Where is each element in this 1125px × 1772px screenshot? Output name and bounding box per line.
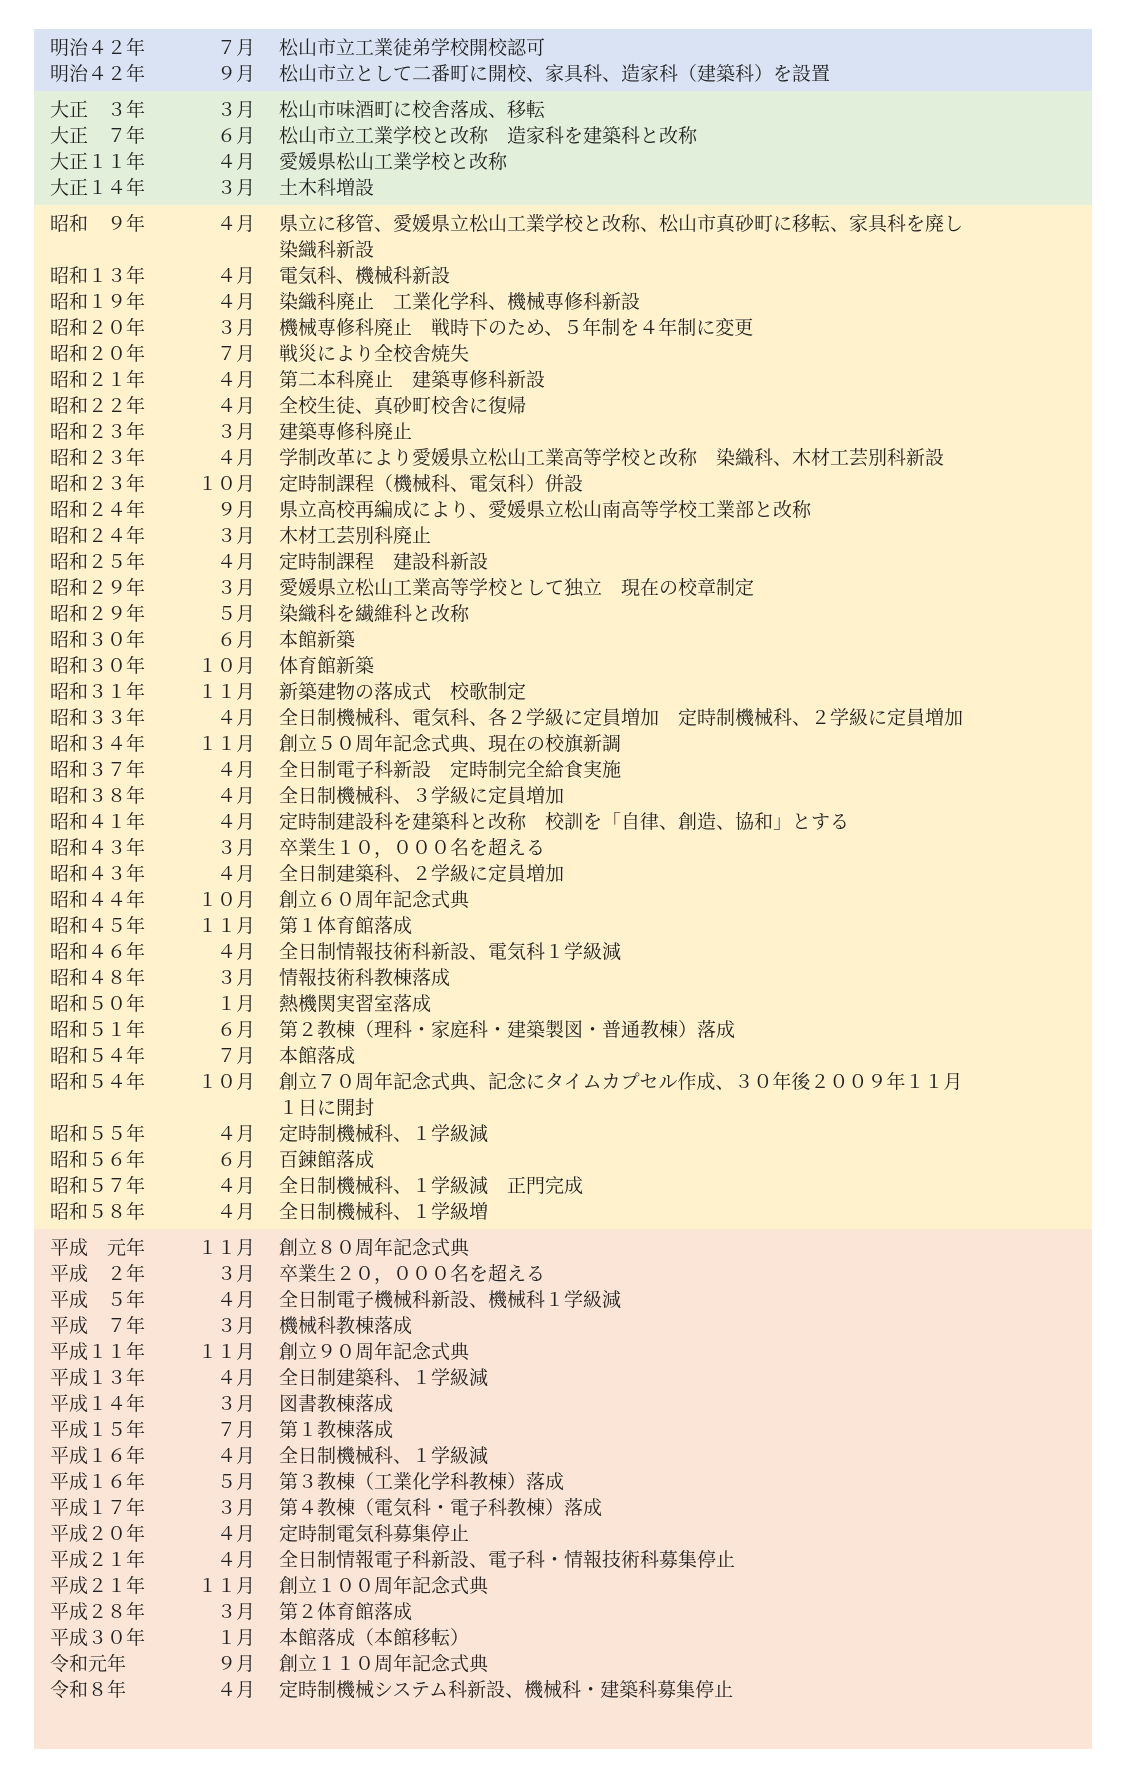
- timeline-month: ３月: [216, 1263, 255, 1285]
- timeline-event: 定時制建設科を建築科と改称 校訓を「自律、創造、協和」とする: [279, 811, 850, 833]
- timeline-event: 染織科廃止 工業化学科、機械専修科新設: [279, 291, 641, 313]
- timeline-year: 昭和２３年: [50, 447, 146, 469]
- timeline-event: 定時制機械科、１学級減: [279, 1123, 489, 1145]
- timeline-year: 令和８年: [50, 1679, 127, 1701]
- timeline-row: [34, 149, 1092, 175]
- timeline-row: [34, 887, 1092, 913]
- timeline-row: [34, 1625, 1092, 1651]
- timeline-row: [34, 367, 1092, 393]
- timeline-month: ５月: [216, 1471, 255, 1493]
- timeline-year: 昭和５１年: [50, 1019, 146, 1041]
- timeline-month: ４月: [216, 1367, 255, 1389]
- timeline-row: [34, 1391, 1092, 1417]
- timeline-row: [34, 1599, 1092, 1625]
- timeline-event: 第１体育館落成: [279, 915, 413, 937]
- timeline-year: 平成１７年: [50, 1497, 146, 1519]
- timeline-event: 卒業生２０，０００名を超える: [279, 1263, 546, 1285]
- timeline-event: 全校生徒、真砂町校舎に復帰: [279, 395, 527, 417]
- timeline-event: 創立１００周年記念式典: [279, 1575, 489, 1597]
- timeline-row: [34, 861, 1092, 887]
- timeline-row: [34, 341, 1092, 367]
- timeline-month: ７月: [216, 37, 255, 59]
- timeline-year: 昭和２４年: [50, 499, 146, 521]
- timeline-row: [34, 679, 1092, 705]
- timeline-event: 全日制電子機械科新設、機械科１学級減: [279, 1289, 622, 1311]
- timeline-event: 創立８０周年記念式典: [279, 1237, 470, 1259]
- timeline-month: ４月: [216, 863, 255, 885]
- timeline-year: 平成 ２年: [50, 1263, 146, 1285]
- timeline-year: 昭和４４年: [50, 889, 146, 911]
- timeline-year: 昭和４８年: [50, 967, 146, 989]
- timeline-event: 全日制機械科、電気科、各２学級に定員増加 定時制機械科、２学級に定員増加: [279, 707, 964, 729]
- timeline-event: 熱機関実習室落成: [279, 993, 432, 1015]
- timeline-event: 建築専修科廃止: [279, 421, 413, 443]
- timeline-event: 百錬館落成: [279, 1149, 375, 1171]
- timeline-event: 機械専修科廃止 戦時下のため、５年制を４年制に変更: [279, 317, 754, 339]
- timeline-month: ４月: [216, 395, 255, 417]
- timeline-event: 松山市立工業学校と改称 造家科を建築科と改称: [279, 125, 698, 147]
- timeline-event: 全日制情報電子科新設、電子科・情報技術科募集停止: [279, 1549, 736, 1571]
- timeline-event: 創立６０周年記念式典: [279, 889, 470, 911]
- timeline-year: 昭和２５年: [50, 551, 146, 573]
- timeline-month: ７月: [216, 343, 255, 365]
- timeline-row: [34, 97, 1092, 123]
- timeline-event: 愛媛県立松山工業高等学校として独立 現在の校章制定: [279, 577, 755, 599]
- timeline-row: [34, 211, 1092, 263]
- timeline-event: 松山市立として二番町に開校、家具科、造家科（建築科）を設置: [279, 63, 831, 85]
- timeline-month: ６月: [216, 1149, 255, 1171]
- timeline-year: 平成１１年: [50, 1341, 146, 1363]
- timeline-row: [34, 575, 1092, 601]
- timeline-year: 昭和１３年: [50, 265, 146, 287]
- timeline-row: [34, 61, 1092, 87]
- timeline-event: 体育館新築: [279, 655, 375, 677]
- timeline-year: 昭和４５年: [50, 915, 146, 937]
- timeline-year: 大正１４年: [50, 177, 146, 199]
- timeline-month: ４月: [216, 1123, 255, 1145]
- timeline-row: [34, 549, 1092, 575]
- timeline-row: [34, 175, 1092, 201]
- timeline-event: 全日制情報技術科新設、電気科１学級減: [279, 941, 622, 963]
- timeline-month: ４月: [216, 941, 255, 963]
- timeline-row: [34, 835, 1092, 861]
- timeline-row: [34, 1443, 1092, 1469]
- timeline-row: [34, 1147, 1092, 1173]
- timeline-row: [34, 653, 1092, 679]
- timeline-row: [34, 393, 1092, 419]
- timeline-row: [34, 1173, 1092, 1199]
- timeline-month: ３月: [216, 1497, 255, 1519]
- timeline-year: 平成２８年: [50, 1601, 146, 1623]
- timeline-year: 平成１３年: [50, 1367, 146, 1389]
- timeline-event: 創立９０周年記念式典: [279, 1341, 470, 1363]
- timeline-month: ６月: [216, 629, 255, 651]
- timeline-month: ３月: [216, 967, 255, 989]
- timeline-event: 松山市立工業徒弟学校開校認可: [279, 37, 546, 59]
- timeline-row: [34, 1339, 1092, 1365]
- timeline-month: １０月: [197, 1071, 255, 1093]
- timeline-row: [34, 939, 1092, 965]
- timeline-row: [34, 1417, 1092, 1443]
- timeline-year: 昭和５７年: [50, 1175, 146, 1197]
- timeline-year: 令和元年: [50, 1653, 127, 1675]
- timeline-month: ３月: [216, 317, 255, 339]
- timeline-year: 大正 ７年: [50, 125, 146, 147]
- timeline-month: ５月: [216, 603, 255, 625]
- timeline-month: ４月: [216, 811, 255, 833]
- timeline-year: 昭和２３年: [50, 421, 146, 443]
- timeline-year: 昭和５０年: [50, 993, 146, 1015]
- timeline-year: 昭和５８年: [50, 1201, 146, 1223]
- timeline-row: [34, 705, 1092, 731]
- timeline-month: １１月: [197, 1341, 255, 1363]
- timeline-row: [34, 965, 1092, 991]
- timeline-row: [34, 757, 1092, 783]
- era-section-showa: [34, 205, 1092, 1229]
- timeline-row: [34, 809, 1092, 835]
- timeline-year: 昭和３４年: [50, 733, 146, 755]
- timeline-row: [34, 783, 1092, 809]
- timeline-month: ３月: [216, 525, 255, 547]
- timeline-month: ４月: [216, 291, 255, 313]
- timeline-event: 電気科、機械科新設: [279, 265, 451, 287]
- timeline-year: 平成 ７年: [50, 1315, 146, 1337]
- timeline-event: 染織科を繊維科と改称: [279, 603, 470, 625]
- timeline-event: 松山市味酒町に校舎落成、移転: [279, 99, 546, 121]
- timeline-year: 明治４２年: [50, 63, 146, 85]
- timeline-year: 明治４２年: [50, 37, 146, 59]
- timeline-year: 平成１４年: [50, 1393, 146, 1415]
- era-section-taisho: [34, 91, 1092, 205]
- timeline-row: [34, 1121, 1092, 1147]
- timeline-row: [34, 497, 1092, 523]
- timeline-month: ３月: [216, 99, 255, 121]
- timeline-month: ４月: [216, 707, 255, 729]
- timeline-event: 全日制建築科、１学級減: [279, 1367, 489, 1389]
- timeline-month: １１月: [197, 733, 255, 755]
- timeline-row: [34, 1547, 1092, 1573]
- timeline-month: ３月: [216, 1601, 255, 1623]
- timeline-row: [34, 1365, 1092, 1391]
- timeline-event: 第３教棟（工業化学科教棟）落成: [279, 1471, 565, 1493]
- timeline-event: 本館新築: [279, 629, 356, 651]
- timeline-row: [34, 913, 1092, 939]
- timeline-year: 平成１６年: [50, 1445, 146, 1467]
- timeline-row: [34, 289, 1092, 315]
- timeline-row: [34, 1573, 1092, 1599]
- timeline-month: ４月: [216, 1201, 255, 1223]
- timeline-month: １１月: [197, 1575, 255, 1597]
- timeline-event: 土木科増設: [279, 177, 375, 199]
- school-history-timeline: [34, 29, 1092, 1749]
- timeline-event: 卒業生１０，０００名を超える: [279, 837, 546, 859]
- timeline-row: [34, 1199, 1092, 1225]
- timeline-event: 木材工芸別科廃止: [279, 525, 432, 547]
- timeline-row: [34, 1495, 1092, 1521]
- timeline-event: 学制改革により愛媛県立松山工業高等学校と改称 染織科、木材工芸別科新設: [279, 447, 945, 469]
- timeline-year: 昭和２９年: [50, 603, 146, 625]
- timeline-month: ９月: [216, 499, 255, 521]
- timeline-year: 昭和２４年: [50, 525, 146, 547]
- timeline-year: 昭和３３年: [50, 707, 146, 729]
- timeline-month: １１月: [197, 681, 255, 703]
- timeline-row: [34, 1651, 1092, 1677]
- timeline-event: 新築建物の落成式 校歌制定: [279, 681, 527, 703]
- timeline-month: ４月: [216, 213, 255, 235]
- timeline-year: 昭和４６年: [50, 941, 146, 963]
- timeline-year: 昭和４３年: [50, 863, 146, 885]
- timeline-month: ６月: [216, 1019, 255, 1041]
- timeline-year: 昭和２３年: [50, 473, 146, 495]
- timeline-year: 昭和１９年: [50, 291, 146, 313]
- timeline-row: [34, 991, 1092, 1017]
- timeline-event: 全日制機械科、１学級減: [279, 1445, 489, 1467]
- timeline-event: 県立高校再編成により、愛媛県立松山南高等学校工業部と改称: [279, 499, 812, 521]
- timeline-event: 県立に移管、愛媛県立松山工業学校と改称、松山市真砂町に移転、家具科を廃し 染織科新設: [279, 213, 964, 261]
- timeline-event: 全日制機械科、１学級増: [279, 1201, 489, 1223]
- timeline-row: [34, 1469, 1092, 1495]
- timeline-month: ４月: [216, 1289, 255, 1311]
- timeline-year: 昭和３７年: [50, 759, 146, 781]
- timeline-event: 第１教棟落成: [279, 1419, 394, 1441]
- timeline-event: 定時制電気科募集停止: [279, 1523, 470, 1545]
- timeline-year: 昭和２０年: [50, 317, 146, 339]
- timeline-month: ４月: [216, 1523, 255, 1545]
- timeline-event: 全日制建築科、２学級に定員増加: [279, 863, 565, 885]
- timeline-year: 平成 ５年: [50, 1289, 146, 1311]
- timeline-row: [34, 123, 1092, 149]
- timeline-event: 第２教棟（理科・家庭科・建築製図・普通教棟）落成: [279, 1019, 736, 1041]
- timeline-month: ９月: [216, 63, 255, 85]
- timeline-month: １０月: [197, 473, 255, 495]
- timeline-month: １月: [216, 1627, 255, 1649]
- timeline-month: ３月: [216, 577, 255, 599]
- timeline-year: 平成２０年: [50, 1523, 146, 1545]
- timeline-event: 創立７０周年記念式典、記念にタイムカプセル作成、３０年後２００９年１１月 １日に開封: [279, 1071, 963, 1119]
- timeline-month: ７月: [216, 1419, 255, 1441]
- timeline-month: ４月: [216, 1445, 255, 1467]
- timeline-year: 平成２１年: [50, 1575, 146, 1597]
- timeline-month: ４月: [216, 551, 255, 573]
- timeline-month: ３月: [216, 421, 255, 443]
- timeline-event: 第２体育館落成: [279, 1601, 413, 1623]
- timeline-year: 昭和２２年: [50, 395, 146, 417]
- timeline-month: １１月: [197, 915, 255, 937]
- timeline-event: 第二本科廃止 建築専修科新設: [279, 369, 546, 391]
- timeline-year: 昭和 ９年: [50, 213, 146, 235]
- timeline-year: 昭和５５年: [50, 1123, 146, 1145]
- timeline-month: ３月: [216, 177, 255, 199]
- timeline-year: 大正１１年: [50, 151, 146, 173]
- timeline-row: [34, 445, 1092, 471]
- timeline-month: ９月: [216, 1653, 255, 1675]
- timeline-event: 戦災により全校舎焼失: [279, 343, 470, 365]
- timeline-row: [34, 315, 1092, 341]
- timeline-month: ６月: [216, 125, 255, 147]
- timeline-year: 昭和５４年: [50, 1071, 146, 1093]
- timeline-row: [34, 1017, 1092, 1043]
- timeline-row: [34, 1287, 1092, 1313]
- timeline-month: ７月: [216, 1045, 255, 1067]
- timeline-row: [34, 419, 1092, 445]
- timeline-event: 創立５０周年記念式典、現在の校旗新調: [279, 733, 622, 755]
- timeline-year: 昭和４３年: [50, 837, 146, 859]
- timeline-row: [34, 731, 1092, 757]
- timeline-row: [34, 1521, 1092, 1547]
- timeline-row: [34, 1261, 1092, 1287]
- timeline-event: 創立１１０周年記念式典: [279, 1653, 489, 1675]
- timeline-month: ４月: [216, 785, 255, 807]
- timeline-event: 定時制機械システム科新設、機械科・建築科募集停止: [279, 1679, 734, 1701]
- timeline-year: 平成３０年: [50, 1627, 146, 1649]
- timeline-row: [34, 1069, 1092, 1121]
- timeline-year: 大正 ３年: [50, 99, 146, 121]
- timeline-month: ３月: [216, 1393, 255, 1415]
- timeline-event: 定時制課程 建設科新設: [279, 551, 489, 573]
- timeline-month: １０月: [197, 889, 255, 911]
- timeline-year: 昭和３０年: [50, 629, 146, 651]
- timeline-row: [34, 1313, 1092, 1339]
- timeline-year: 昭和２１年: [50, 369, 146, 391]
- timeline-year: 昭和２９年: [50, 577, 146, 599]
- timeline-month: ４月: [216, 369, 255, 391]
- timeline-row: [34, 263, 1092, 289]
- timeline-event: 本館落成（本館移転）: [279, 1627, 470, 1649]
- timeline-event: 情報技術科教棟落成: [279, 967, 451, 989]
- timeline-month: １１月: [197, 1237, 255, 1259]
- timeline-row: [34, 523, 1092, 549]
- timeline-month: ４月: [216, 1549, 255, 1571]
- timeline-month: ４月: [216, 1679, 255, 1701]
- timeline-event: 機械科教棟落成: [279, 1315, 413, 1337]
- timeline-row: [34, 35, 1092, 61]
- timeline-year: 昭和３８年: [50, 785, 146, 807]
- timeline-year: 平成 元年: [50, 1237, 146, 1259]
- timeline-row: [34, 1043, 1092, 1069]
- timeline-event: 定時制課程（機械科、電気科）併設: [279, 473, 584, 495]
- timeline-month: ４月: [216, 151, 255, 173]
- timeline-row: [34, 601, 1092, 627]
- timeline-row: [34, 1235, 1092, 1261]
- timeline-year: 昭和３０年: [50, 655, 146, 677]
- timeline-row: [34, 471, 1092, 497]
- timeline-event: 全日制機械科、３学級に定員増加: [279, 785, 565, 807]
- timeline-month: ４月: [216, 759, 255, 781]
- timeline-year: 平成１６年: [50, 1471, 146, 1493]
- timeline-month: ３月: [216, 837, 255, 859]
- timeline-year: 昭和４１年: [50, 811, 146, 833]
- timeline-row: [34, 1677, 1092, 1703]
- timeline-event: 全日制電子科新設 定時制完全給食実施: [279, 759, 622, 781]
- timeline-event: 愛媛県松山工業学校と改称: [279, 151, 508, 173]
- era-section-heisei: [34, 1229, 1092, 1749]
- timeline-year: 昭和５６年: [50, 1149, 146, 1171]
- timeline-month: ４月: [216, 1175, 255, 1197]
- timeline-month: ４月: [216, 447, 255, 469]
- timeline-event: 全日制機械科、１学級減 正門完成: [279, 1175, 584, 1197]
- timeline-month: １０月: [197, 655, 255, 677]
- timeline-year: 昭和５４年: [50, 1045, 146, 1067]
- timeline-year: 平成１５年: [50, 1419, 146, 1441]
- timeline-row: [34, 627, 1092, 653]
- timeline-event: 第４教棟（電気科・電子科教棟）落成: [279, 1497, 603, 1519]
- timeline-month: １月: [216, 993, 255, 1015]
- timeline-event: 図書教棟落成: [279, 1393, 394, 1415]
- timeline-year: 昭和３１年: [50, 681, 146, 703]
- timeline-event: 本館落成: [279, 1045, 356, 1067]
- timeline-year: 平成２１年: [50, 1549, 146, 1571]
- timeline-month: ４月: [216, 265, 255, 287]
- timeline-year: 昭和２０年: [50, 343, 146, 365]
- era-section-meiji: [34, 29, 1092, 91]
- timeline-month: ３月: [216, 1315, 255, 1337]
